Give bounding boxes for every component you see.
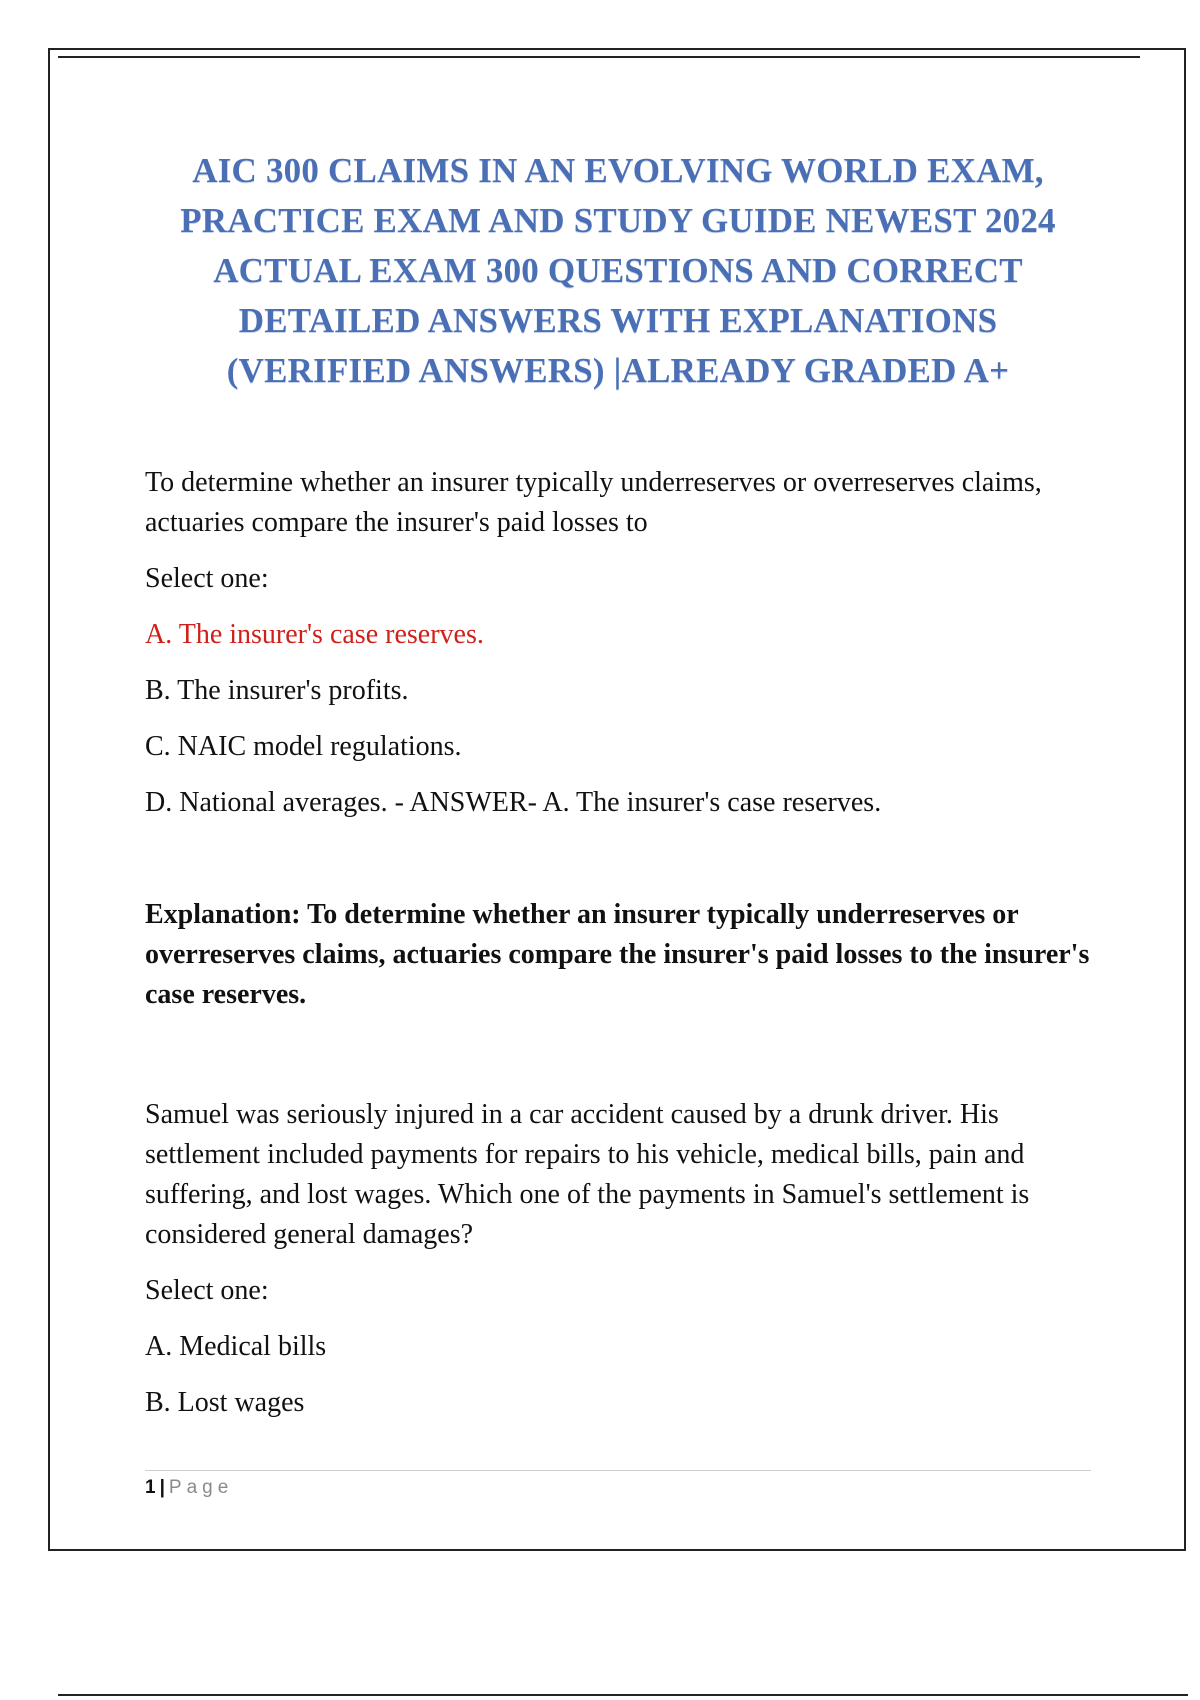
- question-2-text: Samuel was seriously injured in a car accident caused by a drunk driver. His settlement included payments for repairs to his vehicle, medical bills, pain and suffering, and lost wages. Which one of the payments in Samuel's settlement is considered general damages?: [145, 1099, 1030, 1250]
- question-1-option-a: A. The insurer's case reserves.: [145, 619, 484, 650]
- title-line: DETAILED ANSWERS WITH EXPLANATIONS: [238, 301, 998, 340]
- question-1-option-b: B. The insurer's profits.: [145, 675, 409, 706]
- page-footer: [145, 1476, 233, 1500]
- question-2-option-a: A. Medical bills: [145, 1331, 327, 1362]
- title-line: AIC 300 CLAIMS IN AN EVOLVING WORLD EXAM,: [192, 151, 1044, 190]
- question-2-option-b: B. Lost wages: [145, 1387, 305, 1418]
- document-title: [120, 146, 1116, 396]
- question-1-select-label: Select one:: [145, 563, 269, 594]
- question-1-text: To determine whether an insurer typically underreserves or overreserves claims, actuaries compare the insurer's paid losses to: [145, 467, 1042, 538]
- footer-rule: [145, 1470, 1091, 1471]
- question-1-explanation: Explanation: To determine whether an insurer typically underreserves or overreserves claims, actuaries compare the insurer's paid losses to the insurer's case reserves.: [145, 899, 1090, 1010]
- page-number: 1: [145, 1477, 156, 1498]
- top-rule: [58, 56, 1140, 58]
- document-body: [145, 463, 1095, 1439]
- title-line: ACTUAL EXAM 300 QUESTIONS AND CORRECT: [213, 251, 1023, 290]
- question-2-select-label: Select one:: [145, 1275, 269, 1306]
- bottom-rule: [58, 1694, 1188, 1696]
- question-1-option-c: C. NAIC model regulations.: [145, 731, 462, 762]
- title-line: PRACTICE EXAM AND STUDY GUIDE NEWEST 2024: [180, 201, 1056, 240]
- title-line: (VERIFIED ANSWERS) |ALREADY GRADED A+: [226, 351, 1010, 390]
- question-1-option-d: D. National averages. - ANSWER- A. The insurer's case reserves.: [145, 787, 882, 818]
- page-label: Page: [168, 1477, 234, 1498]
- page-separator: |: [159, 1477, 165, 1498]
